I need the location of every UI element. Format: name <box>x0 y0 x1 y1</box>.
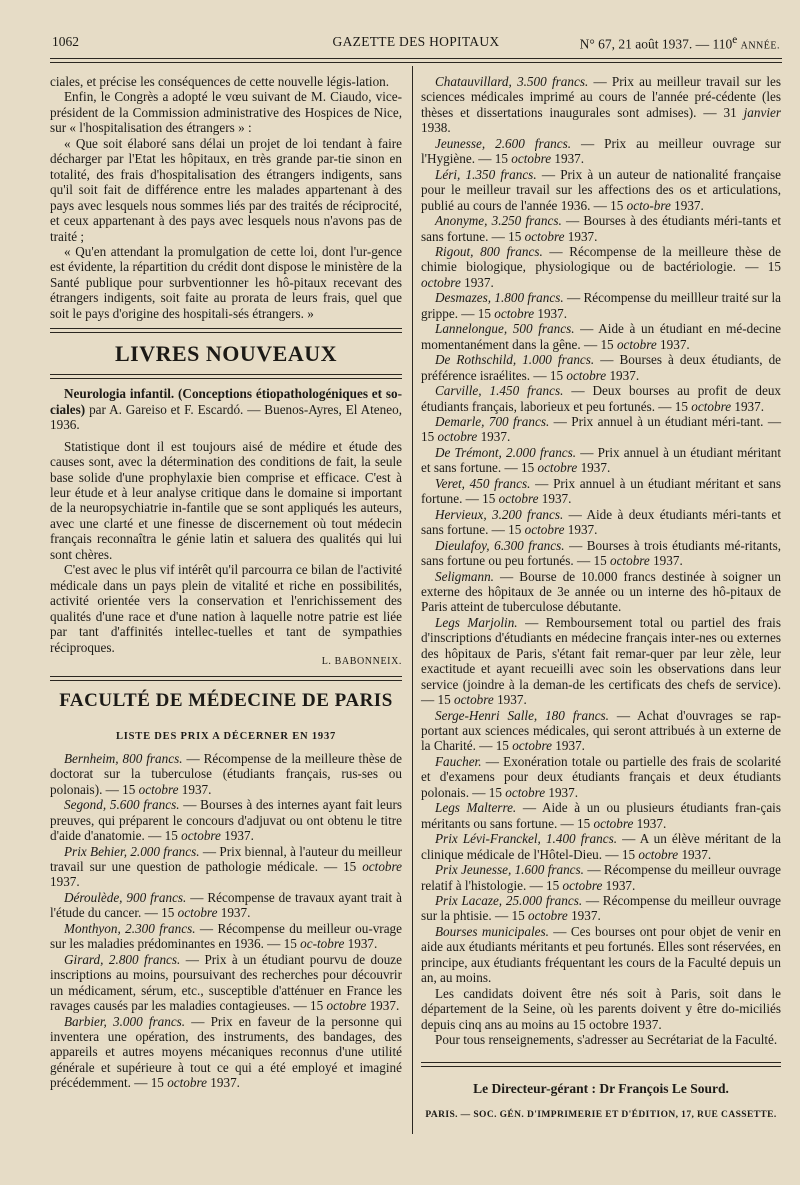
prize-name: Legs Malterre. <box>435 800 517 816</box>
prize-description: — Récompense de travaux ayant trait à l'étude du cancer. — 15 <box>50 889 402 921</box>
prize-deadline-year: 1937. <box>564 522 598 538</box>
prize-name: Prix Jeunesse, <box>435 862 512 878</box>
prize-amount: 3.250 francs. <box>491 213 562 229</box>
prize-entry <box>421 538 781 569</box>
director-line: Le Directeur-gérant : Dr François Le Sourd. <box>473 1080 729 1096</box>
prize-deadline-year: 1937. <box>670 197 704 213</box>
prize-deadline-year: 1937. <box>220 828 254 844</box>
prize-deadline-year: 1937. <box>606 367 640 383</box>
prize-deadline-month: octobre <box>609 553 650 569</box>
prize-description: — Ces bourses ont pour objet de venir en aide aux étudiants méritants et peu fortunés. Elles sont réservées, en principe, aux étudiants fréquentant les cours de la Faculté depuis un an, au moins. <box>421 923 781 986</box>
prize-deadline-month: octobre <box>505 784 546 800</box>
prize-name: Rigout, <box>435 243 474 259</box>
prize-name: Carville, <box>435 383 482 399</box>
prize-deadline-month: octobre <box>537 460 578 476</box>
section-rule <box>50 374 402 379</box>
prize-deadline-month: octobre <box>562 877 603 893</box>
page-header <box>52 34 780 54</box>
prize-entry <box>50 751 402 797</box>
prize-description: — Aide à deux étudiants méri-tants et sans fortune. — 15 <box>421 506 782 538</box>
prize-amount: 1.350 francs. <box>465 166 537 182</box>
prize-description: — Récompense de la meilleure thèse de chimie biologique, physiologique ou de bactériologie. — 15 <box>421 243 781 275</box>
paragraph: C'est avec le plus vif intérêt qu'il parcourra ce bilan de l'activité médicale dans un pays plein de vitalité et riche en possibilités, activité orientée vers la conservation et l'enrichissement des qualités d'une race et d'une nation à laquelle notre patrie est liée par tant d'affinités intellec-tuelles et tant de sympathies réciproques. <box>50 562 402 655</box>
prize-entry <box>421 569 781 615</box>
prize-description: — Bourses à des étudiants méri-tants et sans fortune. — 15 <box>421 213 781 244</box>
prize-deadline-year: 1937. <box>552 738 585 754</box>
prize-amount: 180 francs. <box>545 707 609 723</box>
prize-description: — Bourses à deux étudiants, de préférence israélites. — 15 <box>421 352 782 383</box>
prize-deadline-month: octobre <box>616 336 657 352</box>
prize-entry <box>421 754 781 800</box>
prize-deadline-month: octobre <box>138 781 179 797</box>
prize-name: Hervieux, <box>435 506 487 522</box>
prize-deadline-month: octobre <box>691 398 732 414</box>
prize-entry <box>421 708 781 754</box>
prize-deadline-month: octobre <box>167 1075 207 1091</box>
prize-description: — Prix annuel à un étudiant méritant et sans fortune. — 15 <box>421 444 782 476</box>
prize-deadline-year: 1937. <box>538 491 572 507</box>
prize-name: Déroulède, <box>64 889 123 905</box>
prize-entry <box>50 844 402 890</box>
prize-deadline-year: 1937. <box>545 784 579 800</box>
prize-name: Léri, <box>435 166 461 182</box>
prize-amount: 700 francs. <box>488 413 550 429</box>
prize-amount: 3.500 francs. <box>517 74 589 89</box>
prize-amount: 1.400 francs. <box>545 831 618 847</box>
prize-deadline-year: 1937. <box>649 553 683 569</box>
prize-name: Legs Marjolin. <box>435 614 518 630</box>
prize-description: — Achat d'ouvrages se rap-portant aux sciences médicales, qui seront attribués à un externe de la Charité. — 15 <box>421 707 781 754</box>
prize-name: Bernheim, <box>64 750 119 766</box>
prize-description: — Récompense de la meilleure thèse de doctorat sur la tuberculose (étudiants français, rus-ses ou polonais). — 15 <box>50 750 403 797</box>
prize-deadline-month: octobre <box>453 692 494 708</box>
prize-deadline-year: 1937. <box>602 877 636 893</box>
prize-description: — Aide à un ou plusieurs étudiants fran-çais méritants ou sans fortune. — 15 <box>421 800 781 831</box>
prize-name: Prix Lévi-Franckel, <box>435 831 541 847</box>
prize-deadline-year: 1937. <box>656 336 690 352</box>
header-rule <box>50 62 782 63</box>
prize-entry <box>50 1014 402 1091</box>
printer-line: PARIS. — SOC. GÉN. D'IMPRIMERIE ET D'ÉDITION, 17, RUE CASSETTE. <box>425 1110 777 1120</box>
prize-description: — Prix au meilleur travail sur les sciences médicales imprimé au cours de l'année pré-cédente (les thèses et dissertations inaugurales sont admises). — 31 <box>421 74 781 120</box>
prize-amount: 800 francs. <box>480 243 543 259</box>
prize-deadline-month: octobre <box>524 228 565 244</box>
prize-deadline-month: oc-tobre <box>300 936 345 952</box>
prize-name: Jeunesse, <box>435 135 486 151</box>
prize-amount: 2.300 francs. <box>125 920 196 936</box>
prize-deadline-year: 1937. <box>577 460 611 476</box>
prize-amount: 1.450 francs. <box>489 383 564 399</box>
prize-deadline-year: 1937. <box>534 305 568 321</box>
prize-deadline-month: octobre <box>512 738 552 754</box>
paragraph: « Qu'en attendant la promulgation de cette loi, dont l'ur-gence est évidente, la répartition du crédit dont dispose le ministère de la Santé publique pour surbventionner les hô-pitaux recevant des étrangers indigents, soit faite au prorata de leurs frais, quel que soit le pays d'origine des hospitali-sés étrangers. » <box>50 243 402 321</box>
prize-description: — Prix en faveur de la personne qui inventera une opération, des instruments, des bandages, des appareils et autres moyens mécaniques reconnus d'une utilité générale et supérieure à tout ce qui a été employé et imaginé précédemment. — 15 <box>50 1013 403 1091</box>
page-number: 1062 <box>52 34 79 49</box>
faculte-heading: FACULTÉ DE MÉDECINE DE PARIS <box>59 690 393 712</box>
prize-amount: 1.800 francs. <box>494 290 564 306</box>
prize-entry <box>421 476 781 507</box>
prize-name: Segond, <box>64 797 107 813</box>
prize-deadline-year: 1937. <box>564 228 598 244</box>
prize-amount: 900 francs. <box>126 889 187 905</box>
prize-deadline-month: octobre <box>638 846 679 862</box>
prize-description: — Bourses à des internes ayant fait leurs preuves, qui préparent le concours d'adjuvat ou ont obtenu le titre d'aide d'anatomie. — 15 <box>50 797 403 844</box>
prize-entry <box>421 136 781 167</box>
prize-deadline-month: octobre <box>181 828 221 844</box>
prize-name: Anonyme, <box>435 213 488 229</box>
prize-amount: 5.600 francs. <box>109 797 180 813</box>
section-rule <box>50 676 402 681</box>
prize-name: De Rothschild, <box>435 352 517 368</box>
book-review <box>50 439 402 655</box>
prize-description: — Récompense du meilleur ou-vrage sur les maladies prédominantes en 1936. — 15 <box>50 920 403 952</box>
prize-deadline-year: 1937. <box>460 274 494 290</box>
prize-description: — Bourses à trois étudiants mé-ritants, sans fortune ou peu fortunés. — 15 <box>421 537 781 569</box>
prize-deadline-month: octobre <box>421 274 461 290</box>
prize-name: Bourses municipales. <box>435 923 549 939</box>
header-rule <box>50 58 782 59</box>
prize-name: Prix Behier, <box>64 843 127 859</box>
prize-description: — Remboursement total ou partiel des frais d'inscriptions d'étudiants en médecine français inter-nes ou externes des hôpitaux de Paris, s'étant fait remar-quer par leur zèle, leur exactitude et ayant recueilli avec soin les observations dans leur service (joindre à la deman-de les certificats des chefs de service). — 15 <box>421 614 781 708</box>
prize-deadline-month: octobre <box>437 429 478 445</box>
prize-deadline-month: octobre <box>511 151 552 167</box>
prize-entry <box>50 952 402 1014</box>
issue-line: N° 67, 21 août 1937. — 110e ANNÉE. <box>579 34 780 52</box>
prize-name: De Trémont, <box>435 444 502 460</box>
prize-entry <box>421 213 781 244</box>
section-rule <box>421 1062 781 1067</box>
prize-entry <box>421 383 781 414</box>
prize-amount: 800 francs. <box>122 750 183 766</box>
prize-description: — Prix au meilleur ouvrage sur l'Hygiène. — 15 <box>421 135 781 167</box>
prize-list <box>421 74 781 986</box>
paragraph: Enfin, le Congrès a adopté le vœu suivant de M. Ciaudo, vice-président de la Commission administrative des Hospices de Nice, sur « l'hospitalisation des étrangers » : <box>50 89 402 136</box>
prize-deadline-year: 1937. <box>178 781 212 797</box>
prize-description: — Prix à un auteur de nationalité française pour le meilleur travail sur les affections des os et articulations, publié au cours de l'année 1936. — 15 <box>421 166 782 213</box>
prize-amount: 1.600 francs. <box>514 862 584 878</box>
prize-deadline-year: 1937. <box>567 908 601 924</box>
prize-entry <box>421 800 781 831</box>
prize-amount: 2.800 francs. <box>108 951 181 967</box>
prize-deadline-month: octobre <box>494 305 535 321</box>
prize-deadline-year: 1937. <box>731 398 765 414</box>
prize-deadline-month: octobre <box>177 905 218 921</box>
prize-description: — Récompense du meillleur traité sur la grippe. — 15 <box>421 290 781 321</box>
prize-name: Faucher. <box>435 753 482 769</box>
prize-entry <box>421 352 781 383</box>
prize-entry <box>421 615 781 708</box>
prize-deadline-month: octobre <box>524 522 565 538</box>
paragraph: Pour tous renseignements, s'adresser au Secrétariat de la Faculté. <box>435 1032 778 1048</box>
prize-amount: 2.000 francs. <box>130 843 200 859</box>
prize-deadline-month: octo-bre <box>626 197 671 213</box>
prize-amount: 2.000 francs. <box>505 444 577 460</box>
prize-entry <box>421 507 781 538</box>
prize-amount: 2.600 francs. <box>495 135 572 151</box>
prize-name: Veret, <box>435 475 465 491</box>
prize-entry <box>421 414 781 445</box>
prize-deadline-year: 1937. <box>551 151 585 167</box>
prize-name: Girard, <box>64 951 104 967</box>
prize-description: — Aide à un étudiant en mé-decine momentanément dans la gêne. — 15 <box>421 321 782 352</box>
prize-description: — Prix à un étudiant pourvu de douze inscriptions au moins, poursuivant des recherches pour découvrir un médicament, sérum, etc., susceptible d'atténuer en France les ravages causés par les maladies contagieuses. — 15 <box>50 951 403 1014</box>
prize-entry <box>50 921 402 952</box>
prize-entry <box>421 290 781 321</box>
prize-deadline-year: 1937. <box>217 905 251 921</box>
prize-deadline-year: 1937. <box>206 1075 240 1091</box>
prize-amount: 3.200 francs. <box>492 506 564 522</box>
prize-name: Barbier, <box>64 1013 107 1029</box>
prize-name: Seligmann. <box>435 568 494 584</box>
prize-description: — Deux bourses au profit de deux étudiants français, laborieux et peu fortunés. — 15 <box>421 383 782 414</box>
prize-description: — Bourse de 10.000 francs destinée à soigner un externe des hôpitaux de 3e année ou un interne des hô-pitaux de Paris atteint de tuberculose débutante. <box>421 568 781 615</box>
livres-nouveaux-heading: LIVRES NOUVEAUX <box>114 341 338 367</box>
prize-name: Monthyon, <box>64 920 121 936</box>
prize-entry <box>421 167 781 213</box>
prize-entry <box>50 797 402 843</box>
prize-amount: 25.000 francs. <box>505 893 583 909</box>
prize-description: — Récompense du meilleur ouvrage sur la phtisie. — 15 <box>421 893 782 924</box>
prize-name: Demarle, <box>435 413 485 429</box>
prize-entry <box>421 321 781 352</box>
column-divider <box>412 66 413 1134</box>
right-column <box>421 74 781 1123</box>
prize-deadline-year: 1937. <box>366 998 400 1014</box>
prize-description: — A un élève méritant de la clinique médicale de l'Hôtel-Dieu. — 15 <box>421 831 782 862</box>
paragraph: ciales, et précise les conséquences de cette nouvelle légis-lation. <box>50 74 390 89</box>
prize-deadline-year: 1937. <box>477 429 511 445</box>
prize-deadline-month: octobre <box>566 367 607 383</box>
prize-description: — Récompense du meilleur ouvrage relatif à l'histologie. — 15 <box>421 862 782 893</box>
prize-name: Desmazes, <box>435 290 492 306</box>
prize-list <box>50 751 402 1091</box>
prize-name: Serge-Henri Salle, <box>435 707 538 723</box>
prize-deadline-year: 1937. <box>633 815 667 831</box>
prize-deadline-year: 1937. <box>50 874 80 890</box>
prize-description: — Exonération totale ou partielle des frais de scolarité et d'examens pour deux étudiants français et deux étudiants polonais. — 15 <box>421 753 781 800</box>
prize-deadline-year: 1937. <box>678 846 712 862</box>
article-continuation <box>50 74 402 321</box>
prize-deadline-month: octobre <box>527 908 568 924</box>
prize-amount: 3.000 francs. <box>113 1013 186 1029</box>
prize-name: Prix Lacaze, <box>435 893 503 909</box>
prize-name: Dieulafoy, <box>435 537 490 553</box>
prize-deadline-month: janvier <box>743 104 781 120</box>
prize-deadline-month: octobre <box>498 491 539 507</box>
prize-amount: 500 francs. <box>512 321 575 337</box>
paragraph: « Que soit élaboré sans délai un projet de loi tendant à faire décharger par l'Etat les hôpitaux, en très grande par-tie sinon en totalité, des frais d'hospitalisation des étrangers indigents, sans qu'il soit fait de différence entre les malades appartenant à des pays avec lesquels nous sommes liés par des traités de réciprocité, et ceux appartenant à des pays avec lesquels nous n'avons pas de traité ; <box>50 135 402 244</box>
prize-deadline-month: octobre <box>362 859 402 875</box>
book-reference: Neurologia infantil. (Conceptions étiopathologéniques et so-ciales) par A. Gareiso et F. Escardó. — Buenos-Ayres, El Ateneo, 1936. <box>50 386 402 433</box>
prize-deadline-year: 1937. <box>344 936 378 952</box>
section-rule <box>50 328 402 333</box>
prize-deadline-year: 1937. <box>493 692 527 708</box>
prize-entry <box>50 890 402 921</box>
prize-entry <box>421 831 781 862</box>
prize-entry <box>421 862 781 893</box>
prize-entry <box>421 244 781 290</box>
prize-description: — Prix annuel à un étudiant méri-tant. — 15 <box>421 413 782 445</box>
paragraph: Les candidats doivent être nés soit à Paris, soit dans le département de la Seine, où les parents doivent y être do-miciliés depuis cinq ans au moins au 15 octobre 1937. <box>421 985 781 1032</box>
journal-title: GAZETTE DES HOPITAUX <box>332 34 500 49</box>
paragraph: Statistique dont il est toujours aisé de médire et étude des causes sont, avec la détermination des conditions de fait, la seule base solide d'une prophylaxie bien comprise et efficace. C'est à leur étude et à leur analyse critique dans le domaine si important de la neuropsychiatrie in-fantile que se sont appliqués les auteurs, avec une clarté et une finesse de discernement où tout médecin français reconnaîtra le génie latin et saluera des qualités qui lui sont chères. <box>50 438 402 562</box>
prize-list-heading: LISTE DES PRIX A DÉCERNER EN 1937 <box>115 731 337 743</box>
left-column <box>50 74 402 1091</box>
prize-amount: 6.300 francs. <box>494 537 565 553</box>
prize-deadline-month: octobre <box>326 998 367 1014</box>
prize-entry <box>421 924 781 986</box>
prize-deadline-month: octobre <box>593 815 634 831</box>
prize-description: — Prix annuel à un étudiant méritant et sans fortune. — 15 <box>421 475 782 507</box>
closing-notes <box>421 986 781 1048</box>
prize-name: Chatauvillard, <box>435 74 512 89</box>
prize-description: — Prix biennal, à l'auteur du meilleur travail sur une question de pathologie médicale. — 15 <box>50 843 402 875</box>
prize-amount: 450 francs. <box>469 475 531 491</box>
prize-name: Lannelongue, <box>435 321 508 337</box>
prize-deadline-year: 1938. <box>421 120 451 136</box>
prize-amount: 1.000 francs. <box>522 352 595 368</box>
prize-entry <box>421 445 781 476</box>
review-signature: L. BABONNEIX. <box>321 655 402 667</box>
prize-entry <box>421 74 781 136</box>
prize-entry <box>421 893 781 924</box>
